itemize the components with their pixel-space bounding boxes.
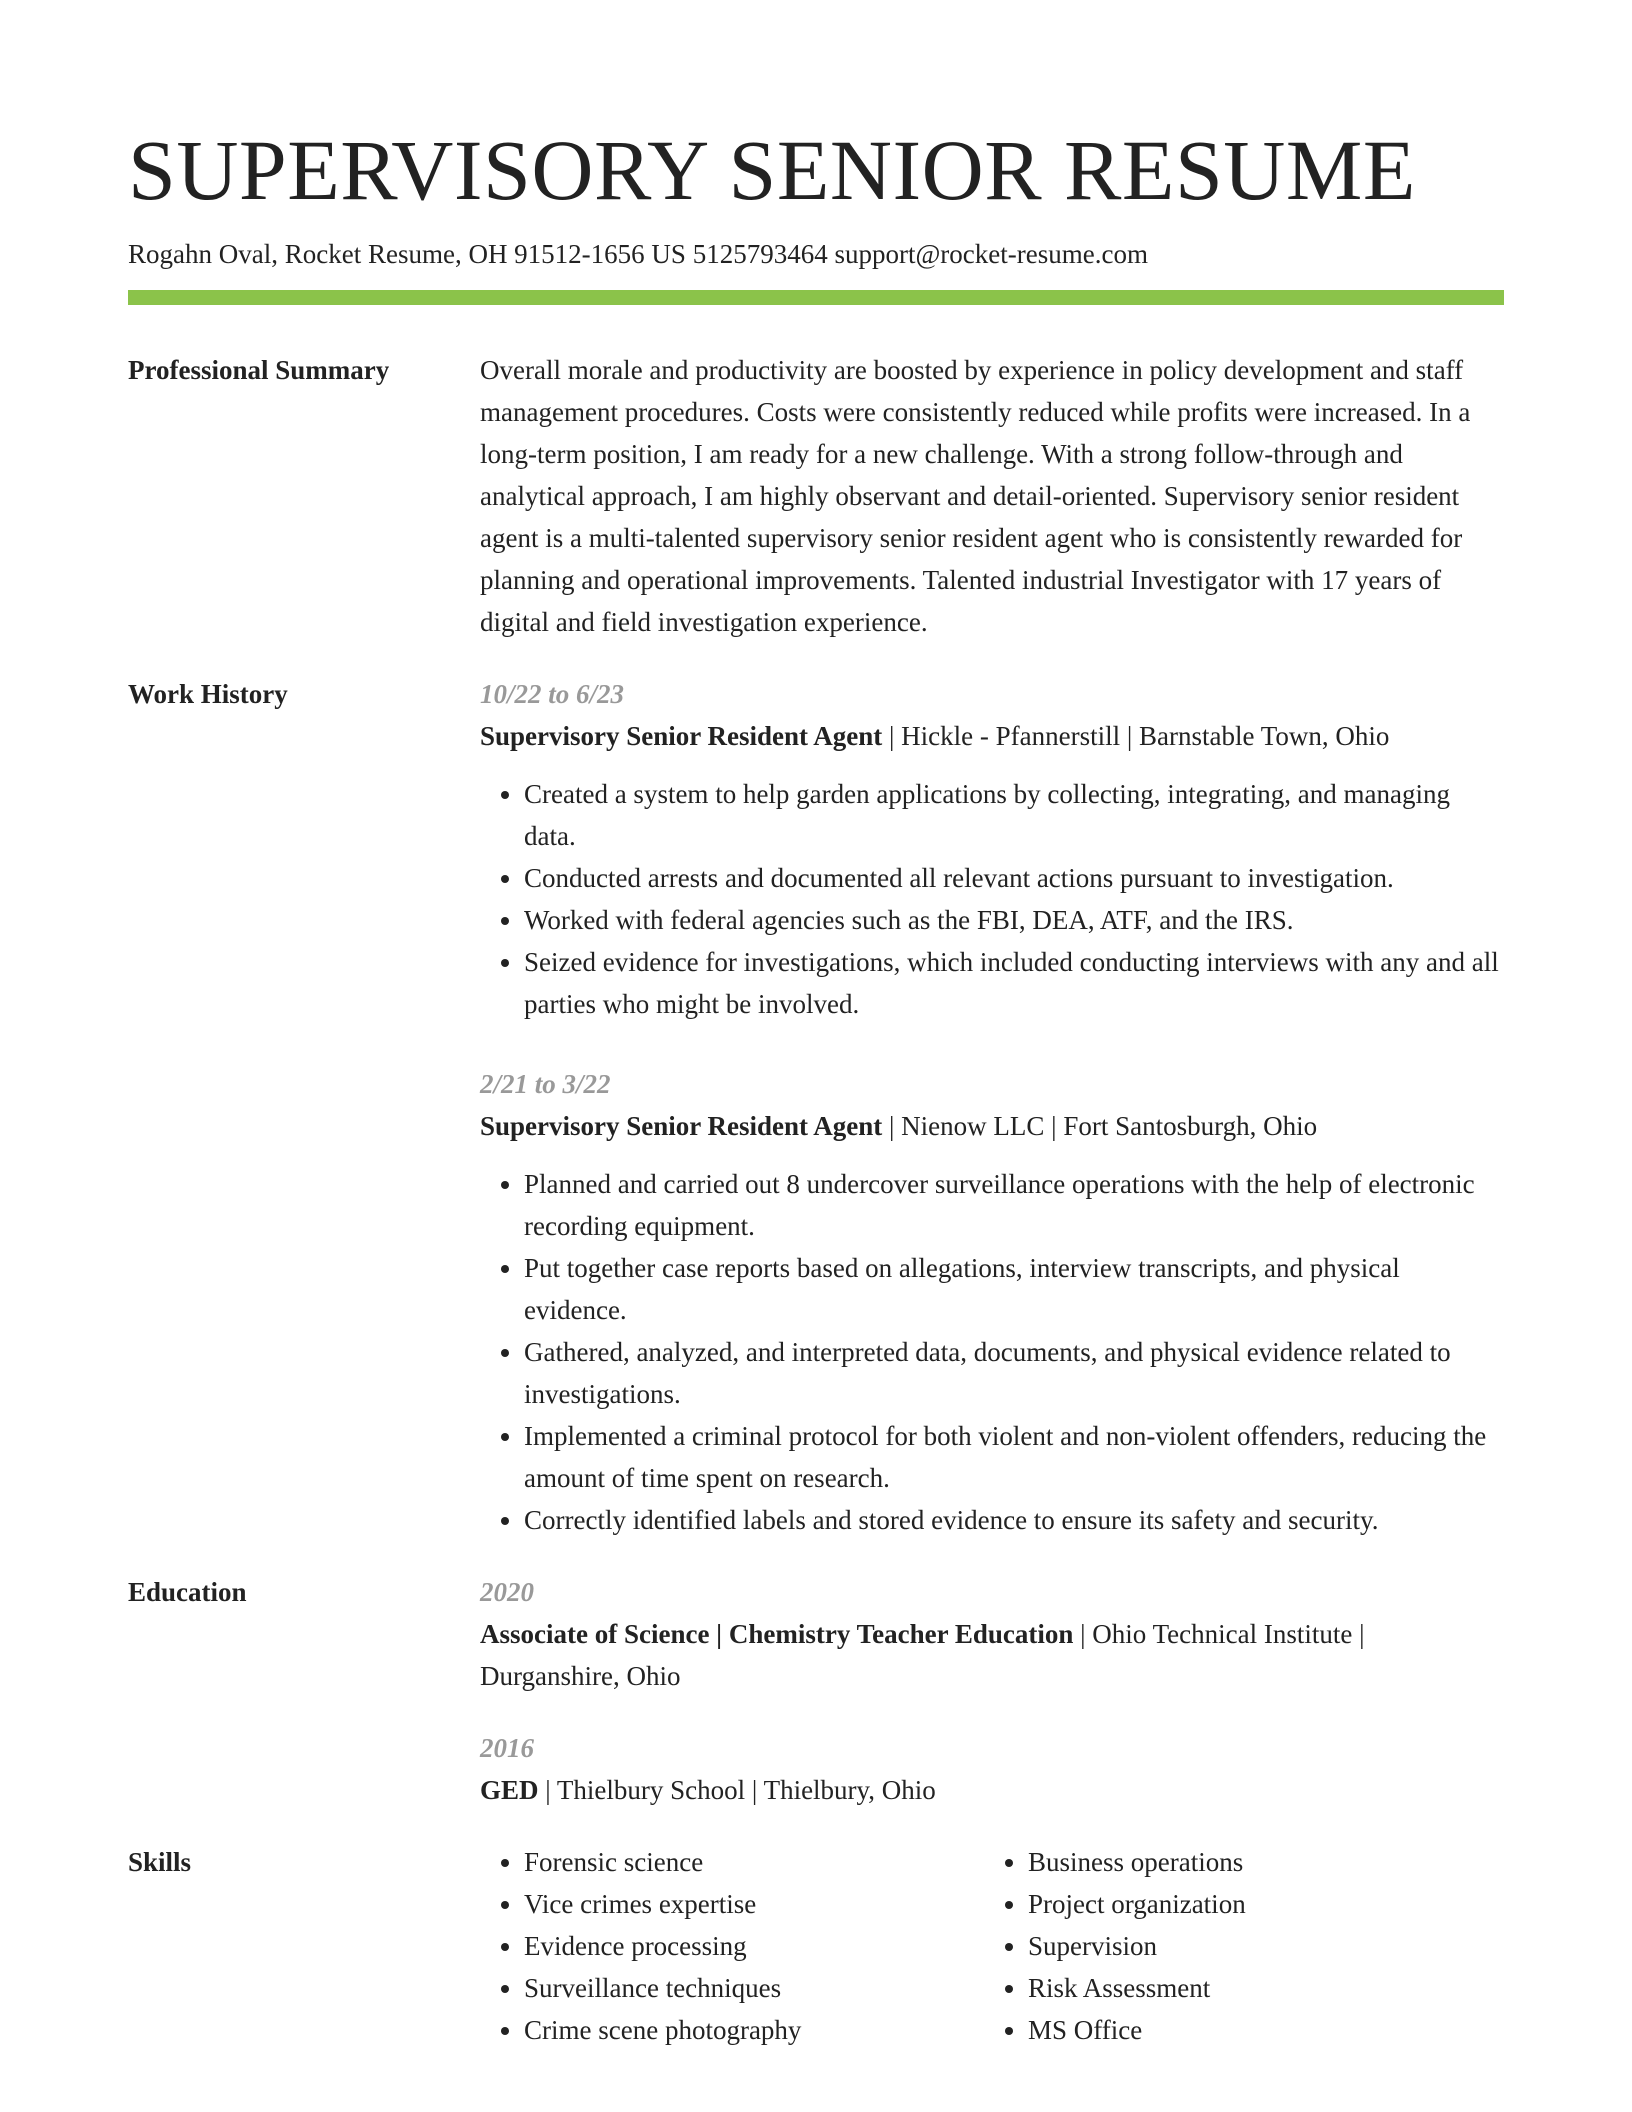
entry-spacer xyxy=(480,1697,1504,1727)
job-dates: 10/22 to 6/23 xyxy=(480,679,625,709)
skill-item: • Risk Assessment xyxy=(1028,1967,1488,2009)
list-item: • Created a system to help garden applications by collecting, integrating, and managing data. xyxy=(524,773,1504,857)
summary-body xyxy=(480,349,1504,643)
list-item: • Implemented a criminal protocol for both violent and non-violent offenders, reducing the amount of time spent on research. xyxy=(524,1415,1504,1499)
education-degree: Associate of Science | Chemistry Teacher Education xyxy=(480,1619,1074,1649)
entry-spacer xyxy=(480,1025,1504,1063)
education-heading xyxy=(480,1613,1504,1697)
skills-list-left xyxy=(480,1841,984,2051)
list-item: • Worked with federal agencies such as the FBI, DEA, ATF, and the IRS. xyxy=(524,899,1504,941)
section-label-work: Work History xyxy=(128,679,288,709)
work-section xyxy=(128,673,1504,1541)
job-details: | Hickle - Pfannerstill | Barnstable Town, Ohio xyxy=(882,721,1390,751)
skill-item: • Forensic science xyxy=(524,1841,984,1883)
resume-title: SUPERVISORY SENIOR RESUME xyxy=(128,122,1416,218)
list-item: • Put together case reports based on allegations, interview transcripts, and physical evidence. xyxy=(524,1247,1504,1331)
skill-item: • Business operations xyxy=(1028,1841,1488,1883)
skills-section xyxy=(128,1841,1504,2051)
work-body xyxy=(480,673,1504,1541)
education-body xyxy=(480,1571,1504,1811)
education-heading xyxy=(480,1769,1504,1811)
job-title: Supervisory Senior Resident Agent xyxy=(480,721,883,751)
education-section xyxy=(128,1571,1504,1811)
skill-item: • Project organization xyxy=(1028,1883,1488,1925)
education-year: 2016 xyxy=(480,1733,534,1763)
summary-section xyxy=(128,349,1504,643)
list-item: • Seized evidence for investigations, which included conducting interviews with any and all parties who might be involved. xyxy=(524,941,1504,1025)
education-details: | Thielbury School | Thielbury, Ohio xyxy=(538,1775,936,1805)
skill-item: • Surveillance techniques xyxy=(524,1967,984,2009)
section-label-summary: Professional Summary xyxy=(128,355,390,385)
list-item: • Conducted arrests and documented all relevant actions pursuant to investigation. xyxy=(524,857,1504,899)
job-heading xyxy=(480,715,1504,757)
list-item: • Gathered, analyzed, and interpreted data, documents, and physical evidence related to investigations. xyxy=(524,1331,1504,1415)
accent-divider xyxy=(128,290,1504,305)
skills-list-right xyxy=(984,1841,1488,2051)
skill-item: • MS Office xyxy=(1028,2009,1488,2051)
list-item: • Correctly identified labels and stored evidence to ensure its safety and security. xyxy=(524,1499,1504,1541)
job-dates: 2/21 to 3/22 xyxy=(480,1069,611,1099)
list-item: • Planned and carried out 8 undercover surveillance operations with the help of electronic recording equipment. xyxy=(524,1163,1504,1247)
skills-body xyxy=(480,1841,1504,2051)
skill-item: • Evidence processing xyxy=(524,1925,984,1967)
contact-line: Rogahn Oval, Rocket Resume, OH 91512-1656 US 5125793464 support@rocket-resume.com xyxy=(128,239,1148,269)
education-degree: GED xyxy=(480,1775,539,1805)
education-year: 2020 xyxy=(480,1577,534,1607)
job-bullets xyxy=(480,773,1504,1025)
section-label-skills: Skills xyxy=(128,1847,192,1877)
section-label-education: Education xyxy=(128,1577,247,1607)
job-title: Supervisory Senior Resident Agent xyxy=(480,1111,883,1141)
education-details: | Ohio Technical Institute | Durganshire, Ohio xyxy=(480,1619,1365,1691)
skill-item: • Crime scene photography xyxy=(524,2009,984,2051)
skill-item: • Vice crimes expertise xyxy=(524,1883,984,1925)
job-bullets xyxy=(480,1163,1504,1541)
job-heading xyxy=(480,1105,1504,1147)
resume-page xyxy=(128,0,1504,2051)
job-details: | Nienow LLC | Fort Santosburgh, Ohio xyxy=(882,1111,1318,1141)
skill-item: • Supervision xyxy=(1028,1925,1488,1967)
summary-text: Overall morale and productivity are boosted by experience in policy development and staff management procedures. Costs were consistently reduced while profits were increased. In a long-term position, I am ready for a new challenge. With a strong follow-through and analytical approach, I am highly observant and detail-oriented. Supervisory senior resident agent is a multi-talented supervisory senior resident agent who is consistently rewarded for planning and operational improvements. Talented industrial Investigator with 17 years of digital and field investigation experience. xyxy=(480,355,1471,637)
skills-columns xyxy=(480,1841,1504,2051)
